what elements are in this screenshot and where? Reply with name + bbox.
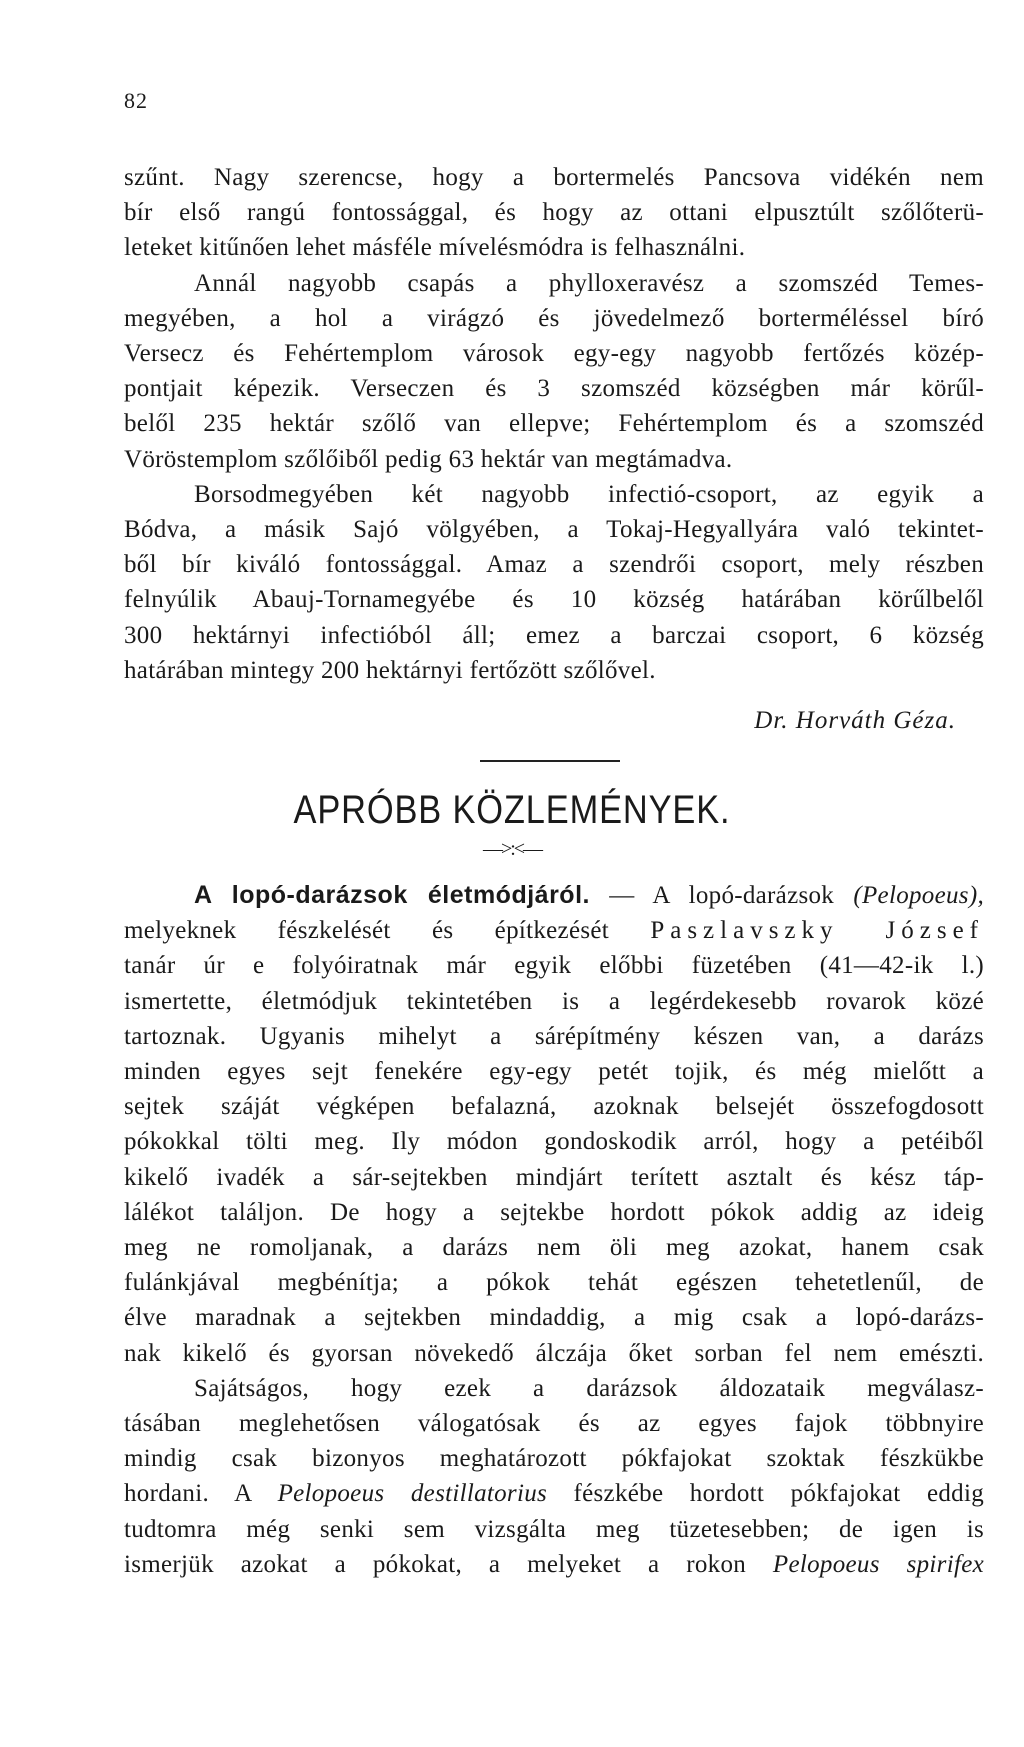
article-text-block	[124, 878, 984, 1582]
text-line: kikelő ivadék a sár-sejtekben mindjárt terített asztalt és kész táp-	[124, 1163, 984, 1191]
author-signature: Dr. Horváth Géza.	[754, 707, 956, 734]
text-line	[124, 1547, 984, 1582]
text-line: élve maradnak a sejtekben mindaddig, a mig csak a lopó-darázs-	[124, 1304, 984, 1332]
text-line: ből bír kiváló fontossággal. Amaz a szendrői csoport, mely részben	[124, 551, 984, 579]
text-line: szűnt. Nagy szerencse, hogy a bortermelés Pancsova vidékén nem	[124, 164, 984, 191]
article-lead-italic: (Pelopoeus),	[853, 882, 984, 909]
text-line: tudtomra még senki sem vizsgálta meg tüzetesebben; de igen is	[124, 1515, 984, 1543]
text-line: ismertette, életmódjuk tekintetében is a legérdekesebb rovarok közé	[124, 987, 984, 1015]
article-first-line	[124, 878, 984, 913]
text-line: Borsodmegyében két nagyobb infectió-csoport, az egyik a	[194, 480, 984, 508]
text-line: Versecz és Fehértemplom városok egy-egy nagyobb fertőzés közép-	[124, 340, 984, 368]
article-title: A lopó-darázsok életmódjáról.	[194, 881, 590, 909]
text-line: bír első rangú fontossággal, és hogy az ottani elpusztúlt szőlőterü-	[124, 199, 984, 227]
text-segment: fészkébe hordott pókfajokat eddig	[547, 1480, 985, 1508]
text-segment: ismerjük azokat a pókokat, a melyeket a rokon	[124, 1550, 773, 1578]
author-name: Paszlavszky József	[650, 917, 984, 945]
text-line: nak kikelő és gyorsan növekedő álczája őket sorban fel nem emészti.	[124, 1339, 984, 1367]
separator-rule	[480, 760, 620, 762]
text-line	[124, 1476, 984, 1511]
text-line: megyében, a hol a virágzó és jövedelmező borterméléssel bíró	[124, 304, 984, 332]
text-line: 300 hektárnyi infectióból áll; emez a barczai csoport, 6 község	[124, 621, 984, 649]
text-line: tanár úr e folyóiratnak már egyik előbbi füzetében (41—42-ik l.)	[124, 952, 984, 980]
text-line: lálékot találjon. De hogy a sejtekbe hordott pókok addig az ideig	[124, 1198, 984, 1226]
text-line: Sajátságos, hogy ezek a darázsok áldozataik megválasz-	[194, 1374, 984, 1402]
article-lead: — A lopó-darázsok	[589, 882, 854, 909]
body-text-block	[124, 160, 984, 688]
text-line: belől 235 hektár szőlő van ellepve; Fehértemplom és a szomszéd	[124, 410, 984, 438]
text-line: mindig csak bizonyos meghatározott pókfajokat szoktak fészkükbe	[124, 1445, 984, 1473]
section-title: APRÓBB KÖZLEMÉNYEK.	[293, 788, 731, 832]
ornament-divider: —>:<—	[482, 838, 542, 860]
text-line: tartoznak. Ugyanis mihelyt a sárépítmény készen van, a darázs	[124, 1022, 984, 1050]
text-line: leteket kitűnően lehet másféle mívelésmódra is felhasználni.	[124, 234, 746, 262]
text-line: határában mintegy 200 hektárnyi fertőzött szőlővel.	[124, 656, 656, 684]
text-line	[124, 913, 984, 948]
page-number: 82	[124, 88, 148, 113]
text-line: minden egyes sejt fenekére egy-egy petét tojik, és még mielőtt a	[124, 1058, 984, 1086]
text-line: Annál nagyobb csapás a phylloxeravész a szomszéd Temes-	[194, 269, 984, 297]
text-line: pókokkal tölti meg. Ily módon gondoskodik arról, hogy a petéiből	[124, 1128, 984, 1156]
text-line: felnyúlik Abauj-Tornamegyébe és 10 község határában körűlbelől	[124, 586, 984, 614]
species-name: Pelopoeus spirifex	[772, 1550, 984, 1578]
text-line: sejtek száját végképen befalazná, azoknak belsejét összefogdosott	[124, 1093, 984, 1121]
text-line: Vöröstemplom szőlőiből pedig 63 hektár van megtámadva.	[124, 445, 733, 473]
text-line: fulánkjával megbénítja; a pókok tehát egészen tehetetlenűl, de	[124, 1269, 984, 1297]
text-line: meg ne romoljanak, a darázs nem öli meg azokat, hanem csak	[124, 1234, 984, 1262]
text-line: pontjait képezik. Verseczen és 3 szomszéd községben már körűl-	[124, 375, 984, 403]
text-line: tásában meglehetősen válogatósak és az egyes fajok többnyire	[124, 1410, 984, 1438]
species-name: Pelopoeus destillatorius	[277, 1480, 548, 1508]
text-segment: melyeknek fészkelését és építkezését	[124, 917, 651, 945]
text-segment: hordani. A	[124, 1480, 278, 1508]
text-line: Bódva, a másik Sajó völgyében, a Tokaj-Hegyallyára való tekintet-	[124, 516, 984, 544]
